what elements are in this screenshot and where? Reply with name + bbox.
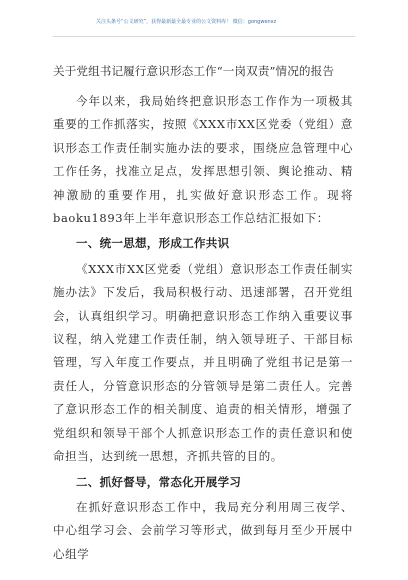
section-heading-1: 一、统一思想，形成工作共识 [76, 236, 230, 251]
intro-paragraph: 今年以来，我局始终把意识形态工作作为一项极其重要的工作抓落实，按照《XXX市XX区党委（党组）意识形态工作责任制实施办法的要求，围绕应急管理中心工作任务，找准立足点，发挥思想引领、舆论推动、精神激励的重要作用，扎实做好意识形态工作。现将baoku1893年上半年意识形态工作总结汇报如下： [53, 94, 353, 226]
promo-banner: 关注头条号“公文研究”，获得最新最全最专业的公文资料库！ 微信：gongwenxz [96, 19, 277, 25]
document-title: 关于党组书记履行意识形态工作“一岗双责”情况的报告 [53, 64, 335, 78]
section-2-paragraph: 在抓好意识形态工作中，我局充分利用周三夜学、中心组学习会、会前学习等形式，做到每月至少开展中心组学 [53, 499, 353, 561]
section-heading-2: 二、抓好督导，常态化开展学习 [76, 474, 242, 489]
banner-divider [53, 36, 355, 37]
document-page [53, 62, 353, 566]
section-1-paragraph: 《XXX市XX区党委（党组）意识形态工作责任制实施办法》下发后，我局积极行动、迅速部署，召开党组会，认真组织学习。明确把意识形态工作纳入重要议事议程，纳入党建工作责任制，纳入领导班子、干部目标管理，写入年度工作要点，并且明确了党组书记是第一责任人，分管意识形态的分管领导是第二责任人。完善了意识形态工作的相关制度、追责的相关情形，增强了党组织和领导干部个人抓意识形态工作的责任意识和使命担当，达到统一思想，齐抓共管的目的。 [53, 261, 353, 464]
